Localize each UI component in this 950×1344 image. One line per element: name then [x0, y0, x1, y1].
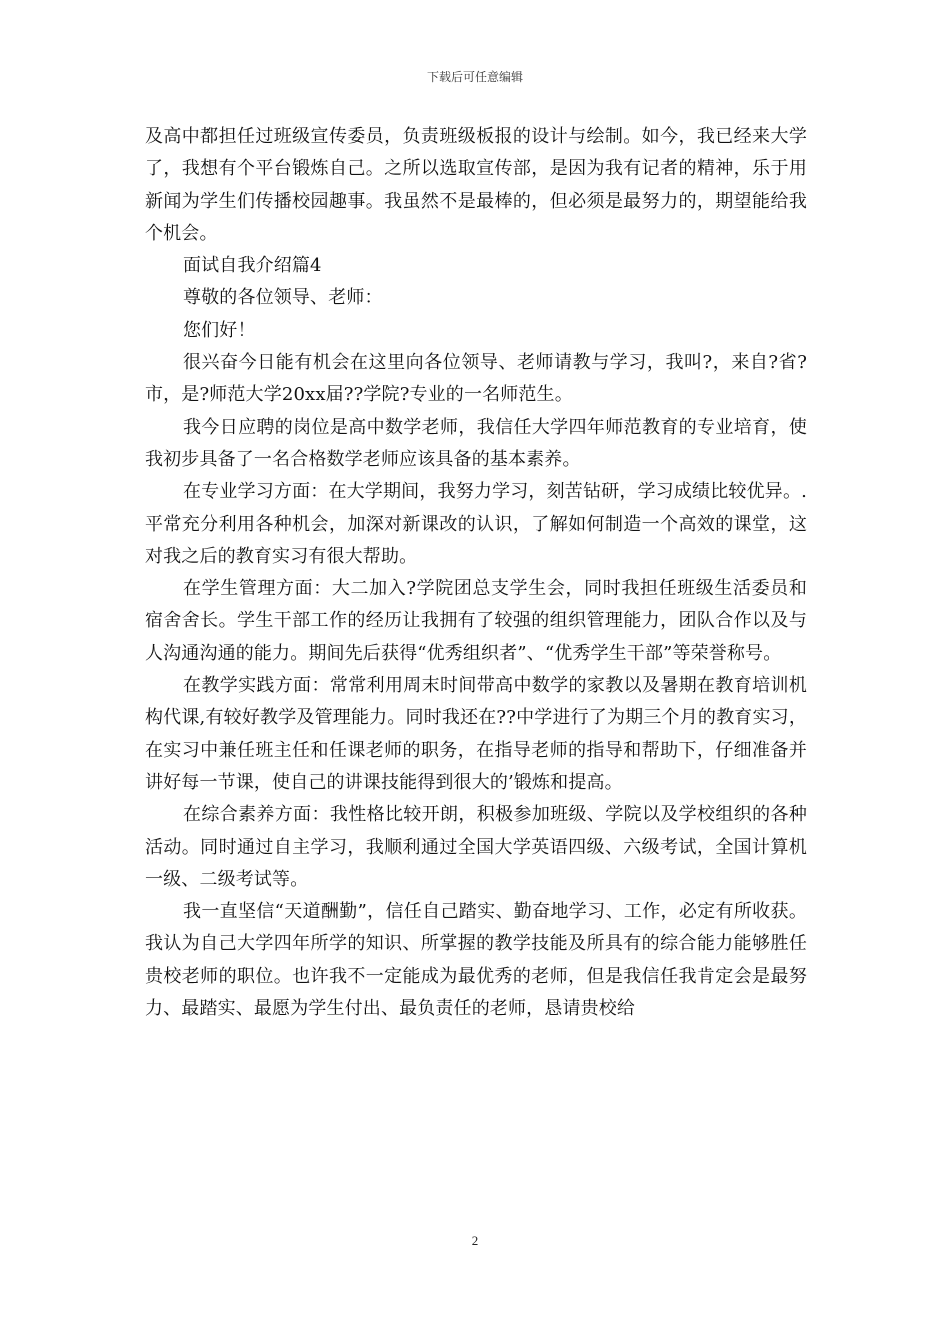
greeting: 您们好！ [183, 319, 256, 341]
paragraph-continuation: 及高中都担任过班级宣传委员，负责班级板报的设计与绘制。如今，我已经来大学了，我想有个平台锻炼自己。之所以选取宣传部，是因为我有记者的精神，乐于用新闻为学生们传播校园趣事。我虽然不是最棒的，但必须是最努力的，期望能给我个机会。 [145, 126, 807, 244]
document-body [145, 121, 807, 1025]
paragraph-teaching-practice: 在教学实践方面：常常利用周末时间带高中数学的家教以及暑期在教育培训机构代课,有较好教学及管理能力。同时我还在??中学进行了为期三个月的教育实习，在实习中兼任班主任和任课老师的职务，在指导老师的指导和帮助下，仔细准备并讲好每一节课，使自己的讲课技能得到很大的’锻炼和提高。 [145, 675, 807, 793]
page-header: 下载后可任意编辑 [426, 70, 523, 84]
paragraph-academic: 在专业学习方面：在大学期间，我努力学习，刻苦钻研，学习成绩比较优异。. 平常充分利用各种机会，加深对新课改的认识，了解如何制造一个高效的课堂，这对我之后的教育实习有很大帮助。 [145, 481, 807, 567]
paragraph-overall-quality: 在综合素养方面：我性格比较开朗，积极参加班级、学院以及学校组织的各种活动。同时通过自主学习，我顺利通过全国大学英语四级、六级考试，全国计算机一级、二级考试等。 [145, 804, 807, 890]
page-number: 2 [471, 1233, 479, 1248]
salutation: 尊敬的各位领导、老师： [183, 287, 383, 309]
paragraph-student-management: 在学生管理方面：大二加入?学院团总支学生会，同时我担任班级生活委员和宿舍舍长。学生干部工作的经历让我拥有了较强的组织管理能力，团队合作以及与人沟通沟通的能力。期间先后获得“优秀组织者”、“优秀学生干部”等荣誉称号。 [145, 578, 807, 664]
section-heading: 面试自我介绍篇4 [183, 255, 322, 277]
paragraph-position: 我今日应聘的岗位是高中数学老师，我信任大学四年师范教育的专业培育，使我初步具备了一名合格数学老师应该具备的基本素养。 [145, 416, 807, 470]
paragraph-conclusion: 我一直坚信“天道酬勤”，信任自己踏实、勤奋地学习、工作，必定有所收获。我认为自己大学四年所学的知识、所掌握的教学技能及所具有的综合能力能够胜任贵校老师的职位。也许我不一定能成为最优秀的老师，但是我信任我肯定会是最努力、最踏实、最愿为学生付出、最负责任的老师，恳请贵校给 [145, 901, 807, 1020]
paragraph-introduction: 很兴奋今日能有机会在这里向各位领导、老师请教与学习，我叫?，来自?省?市，是?师范大学20xx届??学院?专业的一名师范生。 [145, 352, 807, 406]
